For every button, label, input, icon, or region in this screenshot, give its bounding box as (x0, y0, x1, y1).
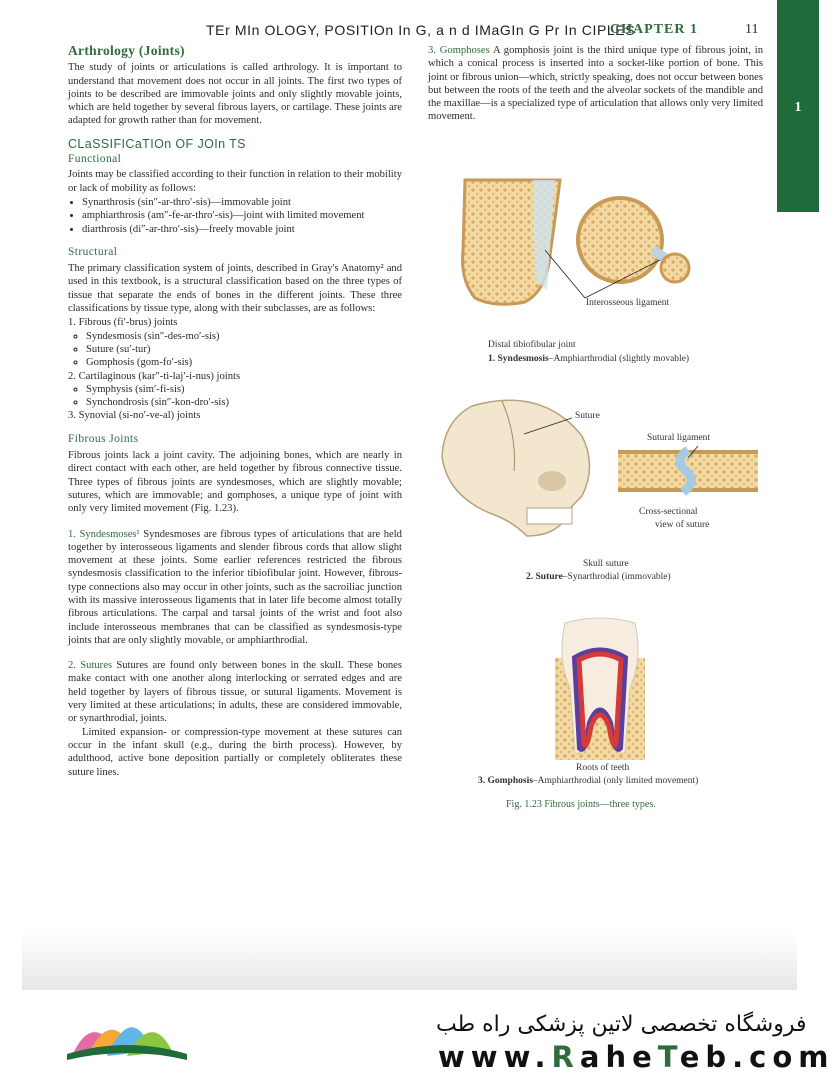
type-label: 3. Synovial (si-no′-ve-al) joints (68, 410, 201, 422)
url-brand-b: ahe (579, 1040, 658, 1074)
running-title: TEr MIn OLOGY, POSITIOn In G, a n d IMaGIn G Pr In CIPLES (206, 22, 636, 38)
structural-paragraph: The primary classification system of joints, described in Gray's Anatomy² and used in this textbook, is a structural classification based on the three types of tissue that separate the ends of bones in the different joints. These three classifications by tissue type, along with their subclasses, are as follows: (68, 263, 402, 315)
sutures-label: 2. Sutures (68, 660, 113, 672)
type-label: 2. Cartilaginous (kar″-ti-laj′-i-nus) joints (68, 370, 241, 382)
syndesmoses-label: 1. Syndesmoses¹ (68, 528, 140, 540)
figure-caption: Fig. 1.23 Fibrous joints—three types. (506, 799, 656, 810)
gomphoses-label: 3. Gomphoses (428, 45, 490, 56)
structural-heading: Structural (68, 245, 118, 258)
list-item (68, 370, 402, 410)
fig2-caption (526, 572, 671, 582)
gomphoses-paragraph (428, 44, 763, 124)
list-item: ◦ Syndesmosis (sin″-des-mo′-sis) (86, 330, 402, 343)
sutures-paragraph (68, 659, 402, 725)
page-header (0, 18, 780, 44)
gomphoses-text: A gomphosis joint is the third unique type of fibrous joint, in which a conical process is inserted into a socket-like portion of bone. This joint or fibrous union—which, strictly speaking, does not occur between bones but between the roots of the teeth and the alveolar sockets of the mandible and the maxillae—is a specialized type of articulation that allows only very limited movement. (428, 45, 763, 123)
chapter-tab (777, 0, 819, 212)
store-name: فروشگاه تخصصی لاتین پزشکی راه طب (436, 1012, 807, 1037)
list-item (68, 316, 402, 369)
fig3-name: Roots of teeth (576, 763, 630, 773)
intro-paragraph: The study of joints or articulations is called arthrology. It is important to understand that movement does not occur in all joints. The first two types of joints to be described are immovable joints and only slightly movable joints, which are held together by several fibrous layers, or cartilage. These joints are adapted for growth rather than for movement. (68, 62, 402, 127)
fig1-caption (488, 354, 689, 364)
url-brand-a: R (551, 1040, 580, 1074)
suture-cross-section-illustration (618, 446, 758, 496)
cross-sectional-label: Cross-sectional (639, 507, 698, 517)
interosseous-ligament-label: Interosseous ligament (586, 298, 670, 308)
syndesmoses-text: Syndesmoses are fibrous types of articulations that are held together by interosseous ligaments and slender fibrous cords that allow slight movement at these joints. Some earlier references restricted the fibrous syndesmosis classification to the inferior tibiofibular joint. However, fibrous-type connections also may occur in other joints, such as the sacroiliac junction with its massive interosseous ligaments that in later life become almost totally fibrous articulations. The carpal and tarsal joints of the wrist and foot also include interosseous membranes that can be classified as syndesmosis-type joints that are only slightly movable, or amphiarthrodial. (68, 528, 402, 646)
fig2-caption-rest: –Synarthrodial (immovable) (562, 572, 671, 582)
sub-list (68, 330, 402, 370)
list-item: ◦ Symphysis (sim′-fi-sis) (86, 383, 402, 396)
left-column (68, 44, 402, 785)
list-item: ◦ Synchondrosis (sin″-kon-dro′-sis) (86, 396, 402, 409)
fig1-name: Distal tibiofibular joint (488, 340, 576, 350)
fig2-caption-bold: 2. Suture (526, 572, 563, 582)
store-url[interactable] (438, 1040, 835, 1074)
fibrous-heading: Fibrous Joints (68, 432, 139, 445)
fibrous-paragraph: Fibrous joints lack a joint cavity. The adjoining bones, which are nearly in direct contact with each other, are held together by fibrous connective tissue. Three types of fibrous joints are syndesmoses, which are slightly movable; sutures, which are immovable; and gomphoses, a unique type of joint with only very limited movement (Fig. 1.23). (68, 450, 402, 515)
classification-heading: CLaSSIFICaTIOn OF JOIn TS (68, 136, 246, 151)
list-item: • diarthrosis (di″-ar-thro′-sis)—freely movable joint (82, 223, 402, 236)
functional-list (68, 196, 402, 236)
list-item: ◦ Suture (su′-tur) (86, 343, 402, 356)
functional-paragraph: Joints may be classified according to their function in relation to their mobility or lack of mobility as follows: (68, 169, 402, 194)
url-suffix: .com (732, 1040, 835, 1074)
url-prefix: www. (438, 1040, 552, 1074)
list-item: • amphiarthrosis (am″-fe-ar-thro′-sis)—joint with limited movement (82, 209, 402, 222)
url-brand-c: T (657, 1040, 680, 1074)
list-item: ◦ Gomphosis (gom-fo′-sis) (86, 356, 402, 369)
fig3-caption (478, 776, 698, 786)
view-of-suture-label: view of suture (655, 520, 710, 530)
joint-types-list (68, 316, 402, 422)
chapter-tab-number: 1 (794, 100, 802, 115)
list-item (68, 409, 402, 422)
store-logo (62, 1006, 192, 1064)
section-title: Arthrology (Joints) (68, 43, 185, 58)
right-column (428, 44, 763, 124)
functional-heading: Functional (68, 153, 122, 166)
tooth-illustration (555, 618, 645, 760)
sutures-paragraph-2: Limited expansion- or compression-type movement at these sutures can occur in the infant skull (e.g., during the birth process). However, by adulthood, active bone deposition partially or completely obliterates these suture lines. (68, 726, 402, 778)
url-brand-d: eb (679, 1040, 733, 1074)
syndesmoses-paragraph (68, 528, 402, 648)
sutures-text: Sutures are found only between bones in the skull. These bones make contact with one another along interlocking or serrated edges and are held together by layers of fibrous tissue, or sutural ligaments. Movement is very limited at these articulations; in adults, these are considered immovable, or synarthrodial, joints. (68, 660, 402, 725)
fig1-caption-bold: 1. Syndesmosis (488, 354, 549, 364)
fig3-caption-bold: 3. Gomphosis (478, 776, 533, 786)
sutural-ligament-label: Sutural ligament (647, 433, 711, 443)
fig3-caption-rest: –Amphiarthrodial (only limited movement) (532, 776, 699, 786)
page-number: 11 (745, 22, 759, 37)
footer-shadow (22, 930, 797, 992)
list-item: • Synarthrosis (sin″-ar-thro′-sis)—immovable joint (82, 196, 402, 209)
chapter-label: CHAPTER 1 (610, 22, 698, 37)
suture-label: Suture (575, 411, 600, 421)
fig2-name: Skull suture (583, 559, 629, 569)
sub-list (68, 383, 402, 410)
fig1-caption-rest: –Amphiarthrodial (slightly movable) (548, 354, 690, 364)
type-label: 1. Fibrous (fi′-brus) joints (68, 317, 178, 329)
